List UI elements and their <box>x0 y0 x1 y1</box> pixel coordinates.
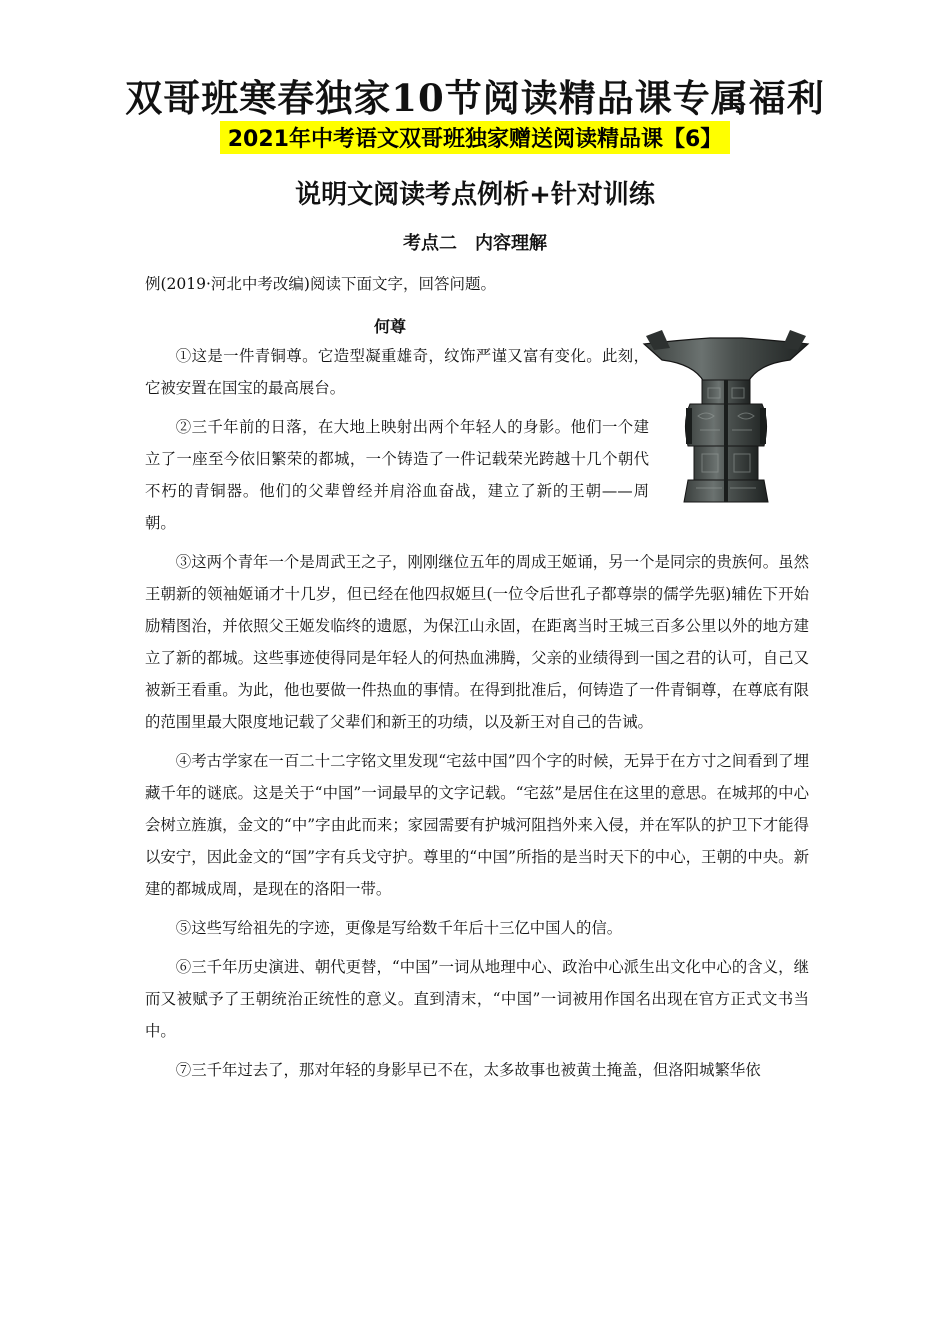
main-title: 双哥班寒春独家10节阅读精品课专属福利 <box>125 76 825 120</box>
subtitle: 说明文阅读考点例析+针对训练 <box>295 180 655 210</box>
bronze-zun-vessel-icon <box>640 326 812 516</box>
paragraph-3: ③这两个青年一个是周武王之子，刚刚继位五年的周成王姬诵，另一个是同宗的贵族何。虽然王朝新的领袖姬诵才十几岁，但已经在他四叔姬旦(一位令后世孔子都尊崇的儒学先驱)辅佐下开始励精图治，并依照父王姬发临终的遗愿，为保江山永固，在距离当时王城三百多公里以外的地方建立了新的都城。这些事迹使得同是年轻人的何热血沸腾，父亲的业绩得到一国之君的认可，自己又被新王看重。为此，他也要做一件热血的事情。在得到批准后，何铸造了一件青铜尊，在尊底有限的范围里最大限度地记载了父辈们和新王的功绩，以及新王对自己的告诫。 <box>145 553 809 731</box>
section-label: 考点二 <box>403 233 457 254</box>
paragraph-4: ④考古学家在一百二十二字铭文里发现“宅兹中国”四个字的时候，无异于在方寸之间看到了埋藏千年的谜底。这是关于“中国”一词最早的文字记载。“宅兹”是居住在这里的意思。在城邦的中心会树立旌旗，金文的“中”字由此而来；家园需要有护城河阻挡外来入侵，并在军队的护卫下才能得以安宁，因此金文的“国”字有兵戈守护。尊里的“中国”所指的是当时天下的中心，王朝的中央。新建的都城成周，是现在的洛阳一带。 <box>145 752 809 898</box>
highlight-banner: 2021年中考语文双哥班独家赠送阅读精品课【6】 <box>220 121 731 154</box>
banner-row <box>0 121 950 154</box>
article-title: 何尊 <box>373 317 406 336</box>
paragraph-6: ⑥三千年历史演进、朝代更替，“中国”一词从地理中心、政治中心派生出文化中心的含义，继而又被赋予了王朝统治正统性的意义。直到清末，“中国”一词被用作国名出现在官方正式文书当中。 <box>145 958 809 1040</box>
paragraph-5: ⑤这些写给祖先的字迹，更像是写给数千年后十三亿中国人的信。 <box>175 919 623 937</box>
section-topic: 内容理解 <box>475 233 547 254</box>
section-heading <box>0 229 950 255</box>
paragraph-2: ②三千年前的日落，在大地上映射出两个年轻人的身影。他们一个建立了一座至今依旧繁荣的都城，一个铸造了一件记载荣光跨越十几个朝代不朽的青铜器。他们的父辈曾经并肩浴血奋战，建立了新的王朝——周朝。 <box>145 418 649 532</box>
paragraph-7: ⑦三千年过去了，那对年轻的身影早已不在，太多故事也被黄土掩盖，但洛阳城繁华依 <box>175 1061 761 1079</box>
example-intro: 例(2019·河北中考改编)阅读下面文字，回答问题。 <box>145 275 496 293</box>
paragraph-1: ①这是一件青铜尊。它造型凝重雄奇，纹饰严谨又富有变化。此刻，它被安置在国宝的最高展台。 <box>145 347 649 397</box>
